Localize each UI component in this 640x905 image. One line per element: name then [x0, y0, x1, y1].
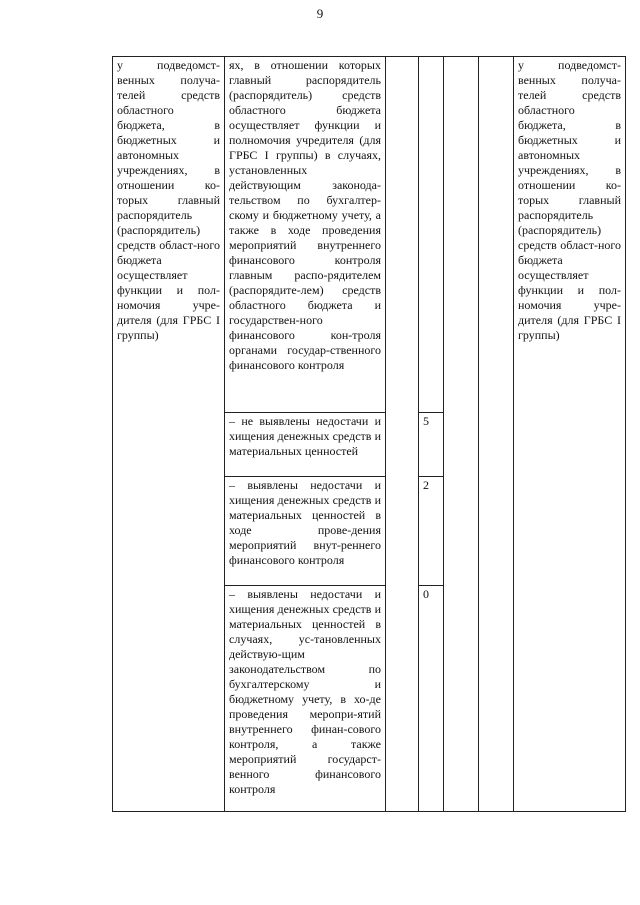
recipient-cell — [113, 57, 225, 812]
page-number: 9 — [316, 6, 324, 21]
recipient-cell-right — [514, 57, 626, 812]
criteria-text: – выявлены недостачи и хищения денежных средств и материальных ценностей в ходе прове-дения мероприятий внут-реннего финансового контроля — [229, 478, 381, 567]
score-cell: 2 — [419, 477, 444, 586]
empty-cell — [386, 57, 419, 812]
table-row — [113, 57, 626, 413]
recipient-text-right: у подведомст-венных получа-телей средств областного бюджета, в бюджетных и автономных учреждениях, в отношении ко-торых главный распорядитель (распорядитель) средств област-ного бюджета осуществляет функции и пол-номочия учре-дителя (для ГРБС I группы) — [518, 58, 621, 342]
criteria-cell — [225, 57, 386, 413]
criteria-text: – не выявлены недостачи и хищения денежных средств и материальных ценностей — [229, 414, 381, 458]
score-cell — [419, 57, 444, 413]
empty-cell — [444, 57, 479, 812]
criteria-text: ях, в отношении которых главный распорядитель (распорядитель) средств областного бюджета осуществляет функции и полномочия учредителя (для ГРБС I группы) в случаях, установленных действующим законода-тельством по бухгалтер-скому и бюджетному учету, а также в ходе проведения мероприятий внутреннего финансового контроля главным распо-рядителем (распорядите-лем) средств областного бюджета и государствен-ного финансового кон-троля органами государ-ственного финансового контроля — [229, 58, 381, 372]
criteria-cell — [225, 586, 386, 812]
criteria-text: – выявлены недостачи и хищения денежных средств и материальных ценностей в случаях, ус-тановленных действую-щим законодательством по бухгалтерскому и бюджетному учету, в хо-де проведения меропри-ятий внутреннего финан-сового контроля, а также мероприятий государст-венного финансового контроля — [229, 587, 381, 796]
score-cell: 5 — [419, 413, 444, 477]
criteria-cell — [225, 413, 386, 477]
criteria-table — [112, 56, 626, 812]
recipient-text: у подведомст-венных получа-телей средств областного бюджета, в бюджетных и автономных учреждениях, в отношении ко-торых главный распорядитель (распорядитель) средств област-ного бюджета осуществляет функции и пол-номочия учре-дителя (для ГРБС I группы) — [117, 58, 220, 342]
criteria-cell — [225, 477, 386, 586]
empty-cell — [479, 57, 514, 812]
score-cell: 0 — [419, 586, 444, 812]
